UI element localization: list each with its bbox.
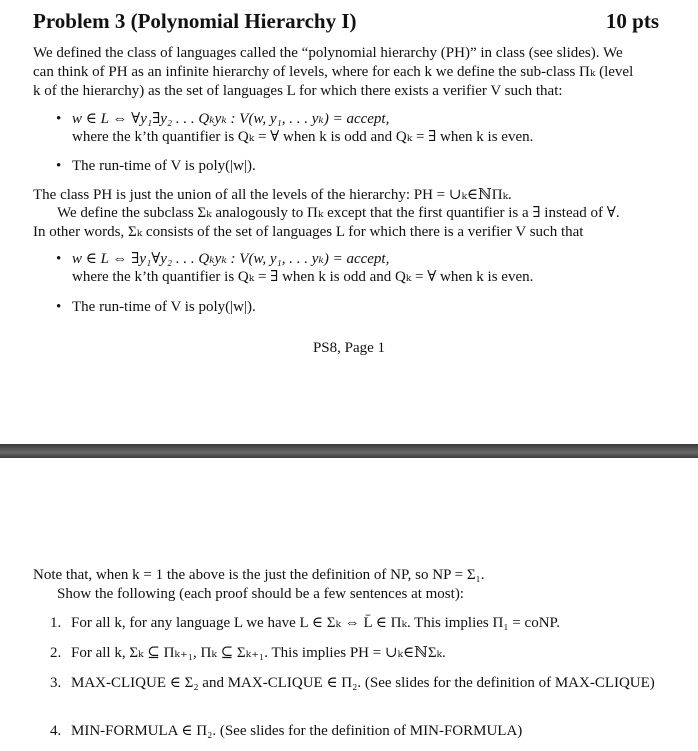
exercise-text: For all k, Σₖ ⊆ Πₖ₊₁, Πₖ ⊆ Σₖ₊₁. This implies PH = ∪ₖ∈ℕΣₖ. (71, 645, 446, 661)
pi-bullet-runtime-text: The run-time of V is poly(|w|). (72, 158, 256, 174)
bullet-dot: • (56, 111, 62, 127)
note-line: Note that, when k = 1 the above is the just the definition of NP, so NP = Σ₁. (33, 567, 485, 583)
problem-header (33, 8, 659, 34)
exercise-text: MAX-CLIQUE ∈ Σ₂ and MAX-CLIQUE ∈ Π₂. (See slides for the definition of MAX-CLIQUE) (71, 675, 655, 691)
intro-line: k of the hierarchy) as the set of languages L for which there exists a verifier V such that: (33, 83, 563, 99)
exercise-number: 2. (50, 645, 62, 661)
intro-paragraph (33, 44, 661, 101)
intro-line: We defined the class of languages called the “polynomial hierarchy (PH)” in class (see slides). We (33, 45, 623, 61)
pi-bullet-formula: w ∈ L ⇔ ∀y₁∃y₂ . . . Qₖyₖ : V(w, y₁, . . . yₖ) = accept, (72, 111, 390, 127)
note-paragraph (33, 566, 661, 604)
bullet-dot: • (56, 251, 62, 267)
exercise-number: 3. (50, 675, 62, 691)
page-separator (0, 444, 698, 458)
bullet-dot: • (56, 299, 62, 315)
intro-line: can think of PH as an infinite hierarchy of levels, where for each k we define the sub-class Πₖ (level (33, 64, 634, 80)
pi-bullet-quantifier-note: where the k’th quantifier is Qₖ = ∀ when k is odd and Qₖ = ∃ when k is even. (72, 129, 534, 145)
sigma-definition (33, 204, 661, 242)
exercise-number: 4. (50, 723, 62, 739)
exercise-text: MIN-FORMULA ∈ Π₂. (See slides for the definition of MIN-FORMULA) (71, 723, 523, 739)
pdf-page-2 (0, 458, 698, 751)
problem-title: Problem 3 (Polynomial Hierarchy I) (33, 9, 357, 33)
sigma-line: We define the subclass Σₖ analogously to Πₖ except that the first quantifier is a ∃ instead of ∀. (57, 205, 620, 221)
bullet-dot: • (56, 158, 62, 174)
exercise-text: For all k, for any language L we have L ∈ Σₖ ⇔ L̄ ∈ Πₖ. This implies Π₁ = coNP. (71, 615, 560, 631)
sigma-bullet-quantifier-note: where the k’th quantifier is Qₖ = ∃ when k is odd and Qₖ = ∀ when k is even. (72, 269, 534, 285)
page-footer: PS8, Page 1 (312, 340, 386, 356)
sigma-line: In other words, Σₖ consists of the set of languages L for which there is a verifier V such that (33, 224, 584, 240)
union-line: The class PH is just the union of all the levels of the hierarchy: PH = ∪ₖ∈ℕΠₖ. (33, 187, 512, 203)
sigma-bullet-formula: w ∈ L ⇔ ∃y₁∀y₂ . . . Qₖyₖ : V(w, y₁, . . . yₖ) = accept, (72, 251, 390, 267)
exercise-number: 1. (50, 615, 62, 631)
note-line: Show the following (each proof should be a few sentences at most): (57, 586, 464, 602)
sigma-bullet-runtime-text: The run-time of V is poly(|w|). (72, 299, 256, 315)
problem-points: 10 pts (605, 9, 659, 33)
